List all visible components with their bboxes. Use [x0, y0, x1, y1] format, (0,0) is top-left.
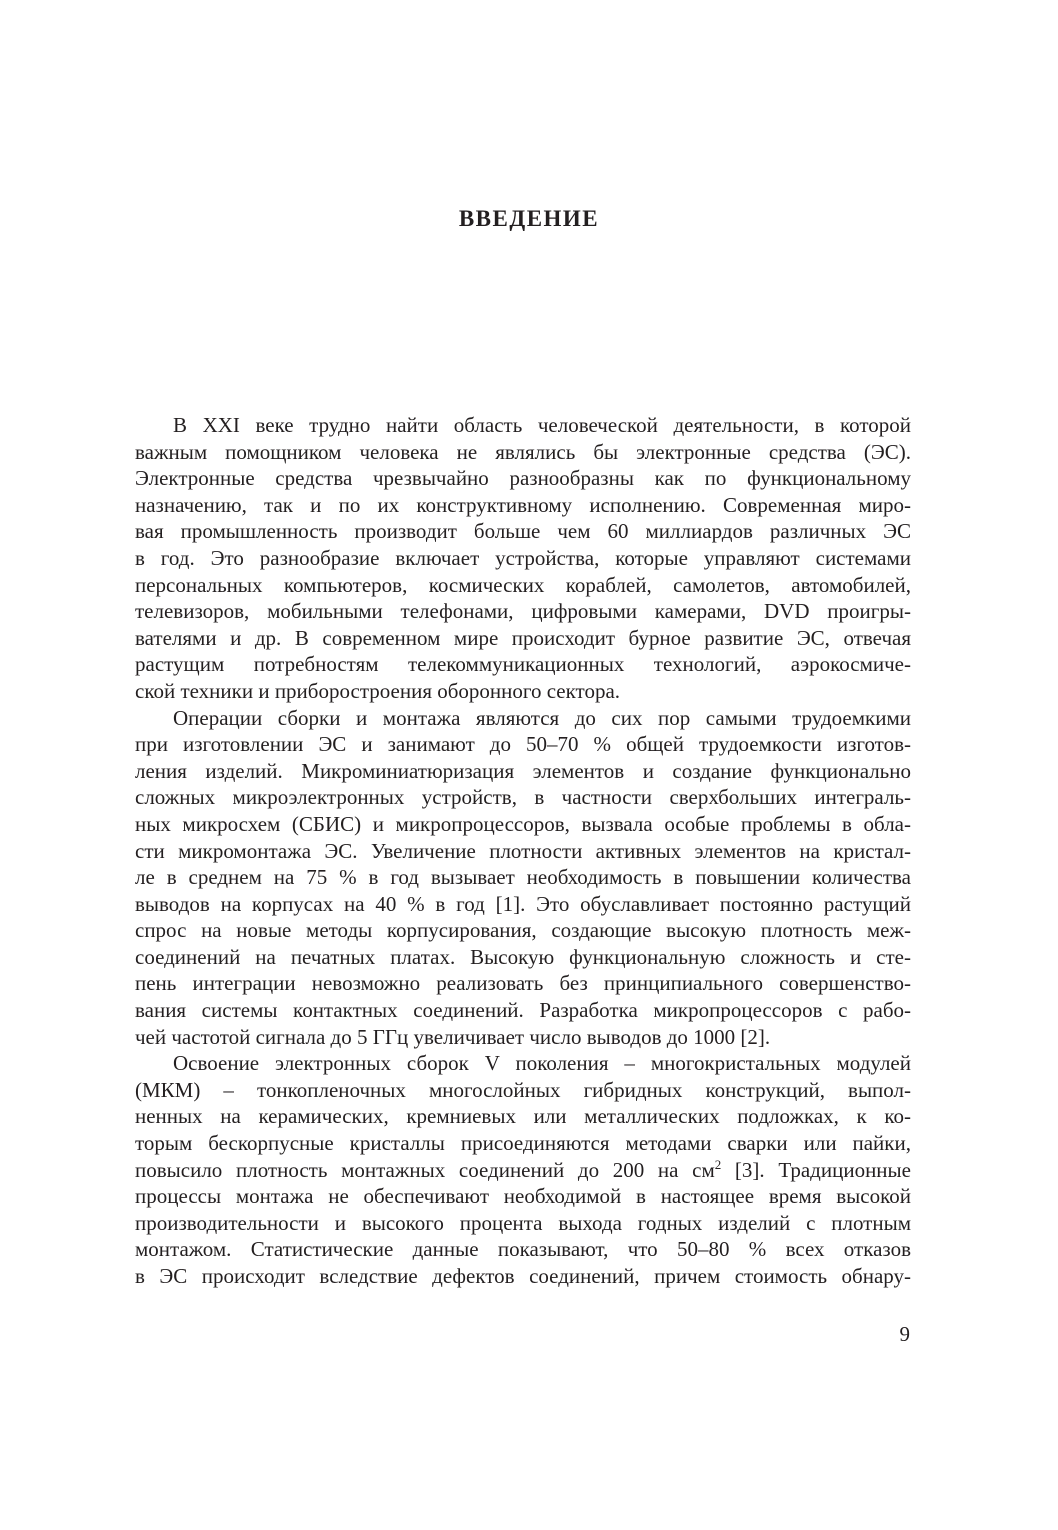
text-fragment: [3]. Традиционные [721, 1157, 911, 1182]
text-line: вания системы контактных соединений. Разработка микропроцессоров с рабо- [135, 998, 911, 1023]
page-number: 9 [899, 1322, 910, 1346]
text-line: ской техники и приборостроения оборонного сектора. [135, 678, 621, 703]
text-line: ле в среднем на 75 % в год вызывает необходимость в повышении количества [135, 865, 911, 890]
text-line: спрос на новые методы корпусирования, создающие высокую плотность меж- [135, 918, 911, 943]
text-line: при изготовлении ЭС и занимают до 50–70 % общей трудоемкости изготов- [135, 732, 911, 757]
text-line: торым бескорпусные кристаллы присоединяются методами сварки или пайки, [135, 1131, 911, 1156]
text-line: важным помощником человека не являлись бы электронные средства (ЭС). [135, 439, 911, 464]
text-line: пень интеграции невозможно реализовать без принципиального совершенство- [135, 971, 911, 996]
body-text [135, 412, 911, 1290]
paragraph-2 [135, 705, 911, 1051]
text-line: в ЭС происходит вследствие дефектов соединений, причем стоимость обнару- [135, 1264, 911, 1288]
text-line: назначению, так и по их конструктивному исполнению. Современная миро- [135, 492, 911, 517]
text-line: соединений на печатных платах. Высокую функциональную сложность и сте- [135, 944, 911, 969]
text-line: производительности и высокого процента выхода годных изделий с плотным [135, 1210, 911, 1235]
text-line: вая промышленность производит больше чем 60 миллиардов различных ЭС [135, 519, 911, 544]
text-line: телевизоров, мобильными телефонами, цифровыми камерами, DVD проигры- [135, 599, 911, 624]
text-line: ных микросхем (СБИС) и микропроцессоров, вызвала особые проблемы в обла- [135, 811, 911, 836]
text-line: Операции сборки и монтажа являются до сих пор самыми трудоемкими [173, 705, 911, 730]
text-line: персональных компьютеров, космических кораблей, самолетов, автомобилей, [135, 572, 911, 597]
text-fragment: повысило плотность монтажных соединений до 200 на см [135, 1157, 715, 1182]
text-line: ления изделий. Микроминиатюризация элементов и создание функционально [135, 758, 911, 783]
text-line: Освоение электронных сборок V поколения – многокристальных модулей [173, 1051, 911, 1076]
text-line: сложных микроэлектронных устройств, в частности сверхбольших интеграль- [135, 785, 911, 810]
chapter-heading: ВВЕДЕНИЕ [458, 206, 600, 231]
text-line: чей частотой сигнала до 5 ГГц увеличивает число выводов до 1000 [2]. [135, 1024, 771, 1049]
text-line: сти микромонтажа ЭС. Увеличение плотности активных элементов на кристал- [135, 838, 911, 863]
text-line-with-superscript [135, 1157, 911, 1184]
text-line: монтажом. Статистические данные показывают, что 50–80 % всех отказов [135, 1237, 911, 1262]
text-line: В XXI веке трудно найти область человеческой деятельности, в которой [173, 413, 911, 437]
superscript: 2 [714, 1156, 722, 1172]
paragraph-3 [135, 1050, 911, 1289]
text-line: ненных на керамических, кремниевых или металлических подложках, к ко- [135, 1104, 911, 1129]
paragraph-1 [135, 412, 911, 705]
text-line: растущим потребностям телекоммуникационных технологий, аэрокосмиче- [135, 652, 911, 677]
text-line: выводов на корпусах на 40 % в год [1]. Это обуславливает постоянно растущий [135, 891, 911, 916]
text-line: вателями и др. В современном мире происходит бурное развитие ЭС, отвечая [135, 625, 911, 650]
text-line: Электронные средства чрезвычайно разнообразны как по функциональному [135, 466, 911, 491]
text-line: процессы монтажа не обеспечивают необходимой в настоящее время высокой [135, 1184, 911, 1209]
text-line: (МКМ) – тонкопленочных многослойных гибридных конструкций, выпол- [135, 1077, 911, 1102]
text-line: в год. Это разнообразие включает устройства, которые управляют системами [135, 545, 911, 570]
